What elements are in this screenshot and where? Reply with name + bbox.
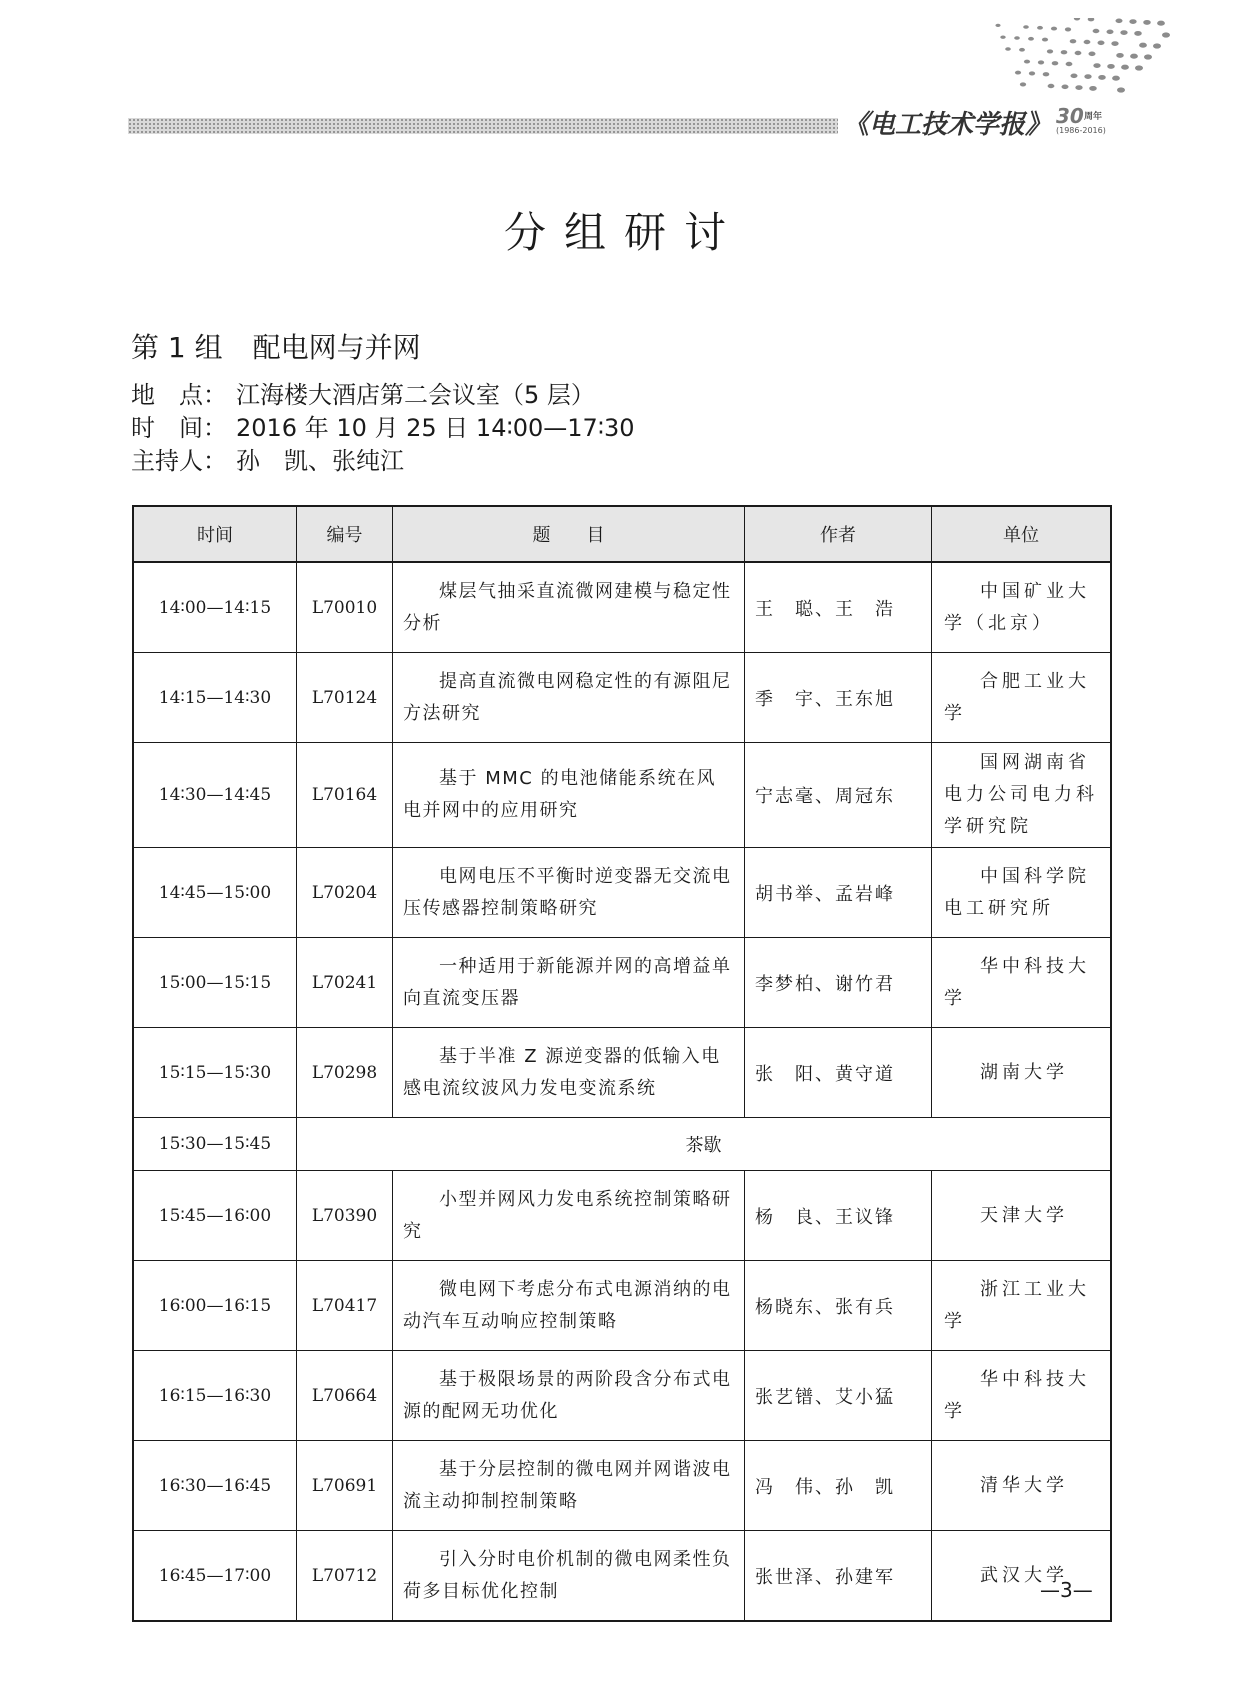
- decorative-dot: [1117, 87, 1125, 92]
- row-unit: 清华大学: [932, 1441, 1112, 1531]
- decorative-dot: [1066, 62, 1073, 66]
- row-authors: 张艺镨、艾小猛: [745, 1351, 932, 1441]
- decorative-dot: [1129, 19, 1136, 24]
- table-row: [133, 1441, 1111, 1531]
- decorative-dot: [1153, 43, 1161, 48]
- decorative-dot: [1139, 43, 1147, 48]
- decorative-dot: [1061, 50, 1068, 54]
- row-time: 16∶15—16∶30: [133, 1351, 297, 1441]
- break-label: 茶歇: [297, 1118, 1112, 1171]
- row-code: L70298: [297, 1028, 393, 1118]
- decorative-dot: [1098, 75, 1106, 80]
- decorative-dot: [1038, 60, 1044, 64]
- row-time: 14∶00—14∶15: [133, 562, 297, 653]
- row-title: 电网电压不平衡时逆变器无交流电压传感器控制策略研究: [393, 848, 745, 938]
- decorative-dot: [1020, 82, 1026, 86]
- row-unit: 华中科技大学: [932, 1351, 1112, 1441]
- table-row: [133, 1028, 1111, 1118]
- page-title: 分组研讨: [503, 208, 744, 257]
- header-time: 时间: [133, 506, 297, 562]
- header-unit: 单位: [932, 506, 1112, 562]
- time-value: 2016 年 10 月 25 日 14∶00—17∶30: [236, 414, 635, 442]
- anniversary-range: (1986-2016): [1056, 126, 1106, 135]
- decorative-dot: [1130, 54, 1138, 59]
- decorative-dot: [1052, 61, 1059, 65]
- anniversary-number: 30: [1056, 104, 1084, 128]
- table-row: [133, 1261, 1111, 1351]
- decorative-dot: [1043, 72, 1050, 76]
- decorative-dot: [1019, 48, 1025, 52]
- row-unit: 中国科学院电工研究所: [932, 848, 1112, 938]
- row-title: 微电网下考虑分布式电源消纳的电动汽车互动响应控制策略: [393, 1261, 745, 1351]
- decorative-dot: [1075, 51, 1082, 55]
- break-time: 15∶30—15∶45: [133, 1118, 297, 1171]
- decorative-dot: [1111, 41, 1118, 46]
- anniversary-unit: 周年: [1084, 112, 1103, 122]
- journal-name: 《电工技术学报》: [843, 110, 1052, 140]
- anniversary-logo: [1056, 104, 1116, 138]
- group-name: 配电网与并网: [252, 331, 421, 364]
- row-code: L70124: [297, 653, 393, 743]
- row-time: 15∶45—16∶00: [133, 1171, 297, 1261]
- row-unit: 国网湖南省电力公司电力科学研究院: [932, 743, 1112, 848]
- table-row: [133, 938, 1111, 1028]
- row-title: 基于 MMC 的电池储能系统在风电并网中的应用研究: [393, 743, 745, 848]
- row-time: 14∶15—14∶30: [133, 653, 297, 743]
- table-row: [133, 1351, 1111, 1441]
- row-title: 煤层气抽采直流微网建模与稳定性分析: [393, 562, 745, 653]
- decorative-dot-pattern: [975, 18, 1175, 96]
- decorative-dot: [1107, 64, 1115, 69]
- row-unit: 武汉大学: [932, 1531, 1112, 1622]
- decorative-dot: [1093, 29, 1100, 33]
- header-title: 题 目: [393, 506, 745, 562]
- row-authors: 冯 伟、孙 凯: [745, 1441, 932, 1531]
- decorative-dot: [1029, 71, 1035, 75]
- decorative-dot: [1028, 37, 1034, 41]
- row-code: L70204: [297, 848, 393, 938]
- decorative-dot: [1014, 36, 1020, 40]
- decorative-dot: [1000, 35, 1005, 38]
- table-row: [133, 1531, 1111, 1622]
- decorative-dot: [1023, 25, 1029, 29]
- row-time: 15∶00—15∶15: [133, 938, 297, 1028]
- header-code: 编号: [297, 506, 393, 562]
- row-unit: 中国矿业大学（北京）: [932, 562, 1112, 653]
- row-code: L70691: [297, 1441, 393, 1531]
- row-title: 基于极限场景的两阶段含分布式电源的配网无功优化: [393, 1351, 745, 1441]
- decorative-dot: [1048, 84, 1055, 88]
- row-authors: 季 宇、王东旭: [745, 653, 932, 743]
- decorative-dot: [1084, 40, 1091, 44]
- row-authors: 张 阳、黄守道: [745, 1028, 932, 1118]
- meta-location: [131, 375, 595, 410]
- row-title: 一种适用于新能源并网的高增益单向直流变压器: [393, 938, 745, 1028]
- row-authors: 宁志毫、周冠东: [745, 743, 932, 848]
- row-title: 基于半准 Z 源逆变器的低输入电感电流纹波风力发电变流系统: [393, 1028, 745, 1118]
- decorative-dot: [1084, 74, 1091, 79]
- host-value: 孙 凯、张纯江: [236, 447, 404, 475]
- decorative-dot: [1015, 71, 1021, 75]
- table-row: [133, 743, 1111, 848]
- row-time: 16∶00—16∶15: [133, 1261, 297, 1351]
- decorative-dot: [1024, 60, 1030, 64]
- table-row: [133, 653, 1111, 743]
- decorative-dot: [1097, 41, 1104, 46]
- group-number: 第 1 组: [131, 331, 223, 364]
- location-label: 地 点：: [131, 381, 227, 409]
- row-code: L70712: [297, 1531, 393, 1622]
- table-row: [133, 562, 1111, 653]
- row-time: 16∶30—16∶45: [133, 1441, 297, 1531]
- row-time: 14∶30—14∶45: [133, 743, 297, 848]
- row-unit: 华中科技大学: [932, 938, 1112, 1028]
- meta-host: [131, 441, 404, 476]
- host-label: 主持人：: [131, 447, 227, 475]
- table-row: [133, 1171, 1111, 1261]
- decorative-dot: [1121, 65, 1129, 70]
- row-authors: 胡书举、孟岩峰: [745, 848, 932, 938]
- decorative-dot: [1144, 54, 1152, 59]
- row-title: 提高直流微电网稳定性的有源阻尼方法研究: [393, 653, 745, 743]
- decorative-dot: [1074, 18, 1080, 20]
- row-code: L70164: [297, 743, 393, 848]
- row-code: L70010: [297, 562, 393, 653]
- row-unit: 天津大学: [932, 1171, 1112, 1261]
- break-row: [133, 1118, 1111, 1171]
- decorative-dot: [1070, 39, 1077, 43]
- decorative-dot: [1093, 63, 1100, 68]
- group-heading: [131, 326, 421, 366]
- header-authors: 作者: [745, 506, 932, 562]
- meta-time: [131, 408, 635, 443]
- decorative-dot: [1065, 27, 1071, 31]
- row-authors: 李梦柏、谢竹君: [745, 938, 932, 1028]
- decorative-dot: [1162, 32, 1170, 37]
- decorative-dot: [1115, 19, 1122, 24]
- decorative-dot: [1005, 47, 1011, 51]
- decorative-dot: [1088, 52, 1095, 57]
- decorative-dot: [1106, 30, 1113, 35]
- row-authors: 张世泽、孙建军: [745, 1531, 932, 1622]
- decorative-dot: [995, 24, 1000, 27]
- row-authors: 杨 良、王议锋: [745, 1171, 932, 1261]
- decorative-dot: [1088, 18, 1095, 21]
- row-authors: 王 聪、王 浩: [745, 562, 932, 653]
- table-header-row: [133, 506, 1111, 562]
- row-code: L70241: [297, 938, 393, 1028]
- decorative-dot: [1037, 26, 1043, 30]
- row-unit: 合肥工业大学: [932, 653, 1112, 743]
- page-number: —3—: [1040, 1578, 1093, 1602]
- row-time: 14∶45—15∶00: [133, 848, 297, 938]
- decorative-dot: [1047, 49, 1053, 53]
- row-code: L70664: [297, 1351, 393, 1441]
- decorative-dot: [1157, 21, 1165, 26]
- row-time: 15∶15—15∶30: [133, 1028, 297, 1118]
- decorative-dot: [1143, 20, 1151, 25]
- decorative-dot: [1089, 86, 1097, 91]
- row-title: 基于分层控制的微电网并网谐波电流主动抑制控制策略: [393, 1441, 745, 1531]
- row-title: 小型并网风力发电系统控制策略研究: [393, 1171, 745, 1261]
- decorative-dot: [1116, 53, 1124, 58]
- decorative-dot: [1061, 85, 1068, 90]
- decorative-dot: [1070, 74, 1077, 79]
- decorative-dot: [1120, 30, 1127, 35]
- header-band: [128, 118, 838, 134]
- decorative-dot: [1075, 85, 1082, 90]
- decorative-dot: [1051, 27, 1057, 31]
- location-value: 江海楼大酒店第二会议室（5 层）: [236, 381, 595, 409]
- schedule-table: [132, 505, 1112, 1622]
- row-code: L70417: [297, 1261, 393, 1351]
- row-unit: 浙江工业大学: [932, 1261, 1112, 1351]
- row-title: 引入分时电价机制的微电网柔性负荷多目标优化控制: [393, 1531, 745, 1622]
- decorative-dot: [1134, 31, 1142, 36]
- row-unit: 湖南大学: [932, 1028, 1112, 1118]
- row-code: L70390: [297, 1171, 393, 1261]
- decorative-dot: [1112, 76, 1120, 81]
- row-time: 16∶45—17∶00: [133, 1531, 297, 1622]
- decorative-dot: [1135, 65, 1143, 70]
- table-row: [133, 848, 1111, 938]
- decorative-dot: [1042, 38, 1048, 42]
- time-label: 时 间：: [131, 414, 227, 442]
- row-authors: 杨晓东、张有兵: [745, 1261, 932, 1351]
